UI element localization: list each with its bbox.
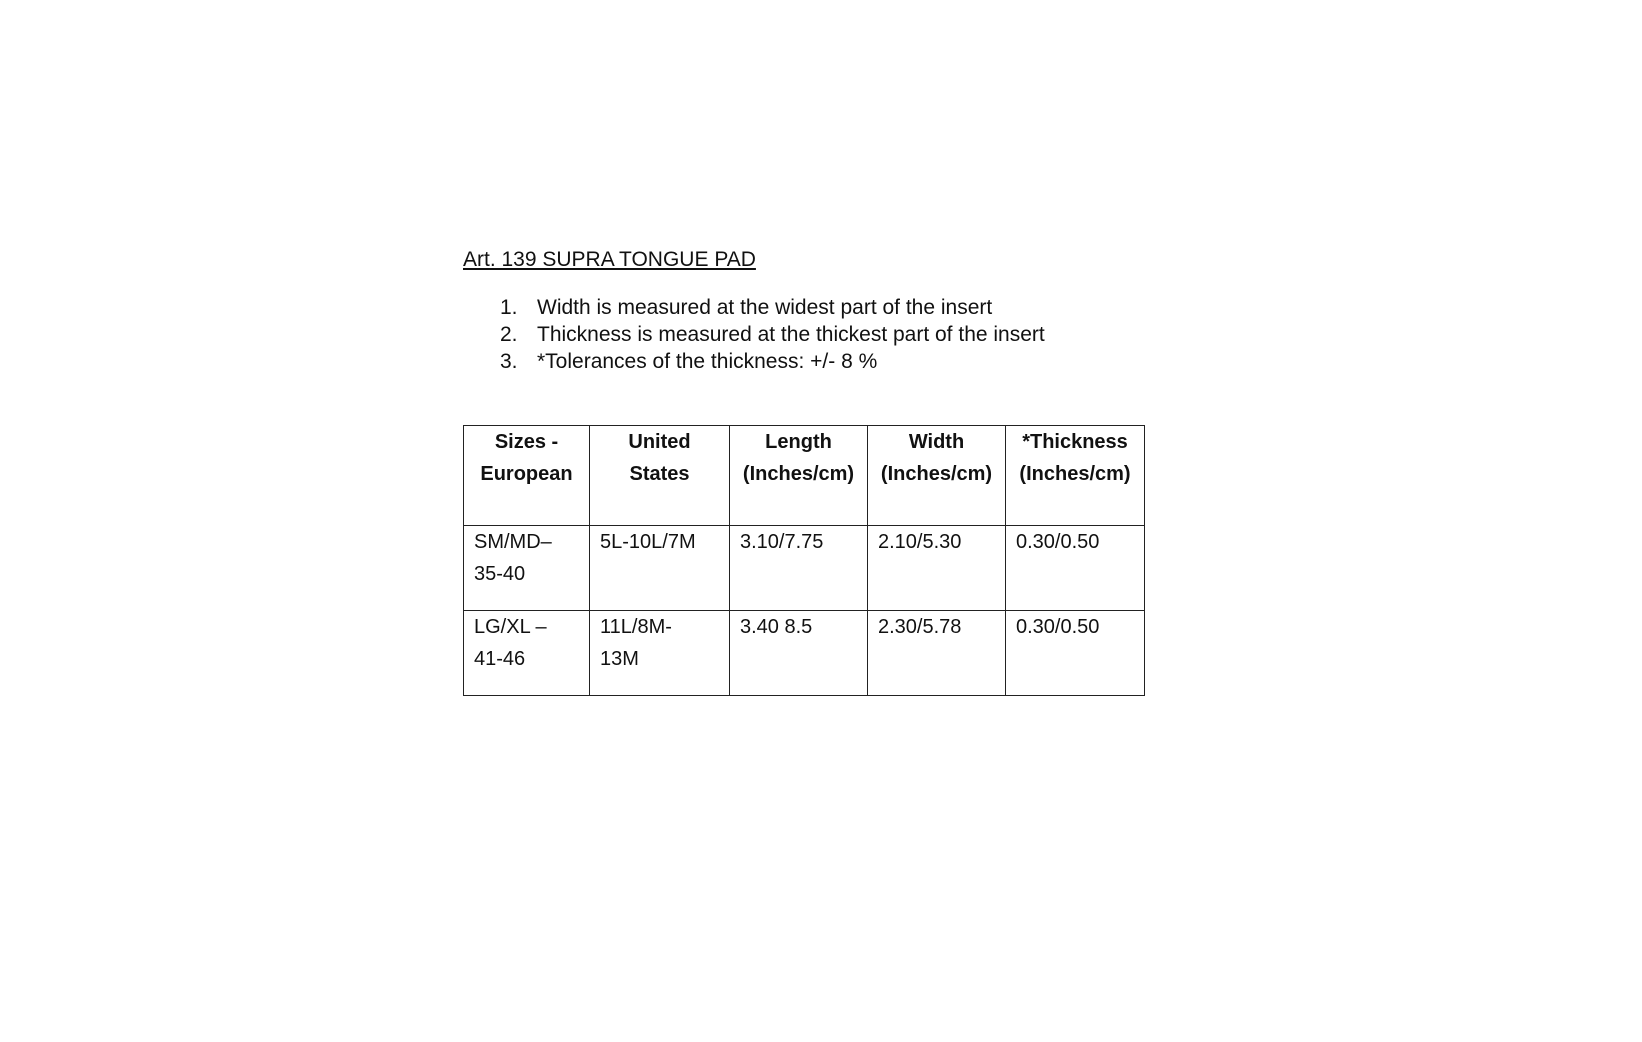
header-line: (Inches/cm) bbox=[880, 463, 993, 485]
table-cell bbox=[590, 526, 730, 611]
cell-line: 11L/8M- bbox=[600, 616, 672, 638]
table-cell bbox=[730, 611, 868, 696]
cell-line: LG/XL – bbox=[474, 616, 547, 638]
header-line: United bbox=[628, 431, 691, 453]
cell-line: SM/MD– bbox=[474, 531, 552, 553]
table-cell bbox=[1006, 526, 1145, 611]
list-number: 3. bbox=[500, 350, 518, 373]
table-cell bbox=[590, 611, 730, 696]
cell-line: 0.30/0.50 bbox=[1016, 616, 1100, 638]
list-text: Width is measured at the widest part of the insert bbox=[537, 296, 993, 319]
table-cell bbox=[1006, 611, 1145, 696]
header-cell-length bbox=[730, 426, 868, 526]
header-cell-width bbox=[868, 426, 1006, 526]
list-number: 1. bbox=[500, 296, 518, 319]
header-cell-us-size bbox=[590, 426, 730, 526]
list-number: 2. bbox=[500, 323, 518, 346]
cell-line: 2.30/5.78 bbox=[878, 616, 962, 638]
header-line: Sizes - bbox=[494, 431, 559, 453]
header-line: Length bbox=[765, 431, 832, 453]
table-row bbox=[464, 611, 1145, 696]
table-cell bbox=[464, 526, 590, 611]
cell-line: 3.10/7.75 bbox=[740, 531, 824, 553]
list-item bbox=[463, 321, 1183, 348]
table-cell bbox=[868, 611, 1006, 696]
header-cell-european-size bbox=[464, 426, 590, 526]
list-item bbox=[463, 348, 1183, 375]
table-cell bbox=[464, 611, 590, 696]
list-item bbox=[463, 294, 1183, 321]
notes-list bbox=[463, 294, 1183, 375]
table-header-row bbox=[464, 426, 1145, 526]
header-line: (Inches/cm) bbox=[742, 463, 855, 485]
document bbox=[463, 246, 1183, 670]
list-text: Thickness is measured at the thickest part of the insert bbox=[537, 323, 1045, 346]
cell-line: 0.30/0.50 bbox=[1016, 531, 1100, 553]
header-line: Width bbox=[908, 431, 965, 453]
size-table bbox=[463, 425, 1145, 696]
table-cell bbox=[868, 526, 1006, 611]
cell-line: 13M bbox=[600, 648, 639, 670]
cell-line: 2.10/5.30 bbox=[878, 531, 962, 553]
cell-line: 35-40 bbox=[474, 563, 526, 585]
document-title: Art. 139 SUPRA TONGUE PAD bbox=[463, 248, 756, 271]
header-line: European bbox=[480, 463, 573, 485]
header-line: (Inches/cm) bbox=[1019, 463, 1131, 485]
header-line: *Thickness bbox=[1022, 431, 1128, 453]
header-line: States bbox=[629, 463, 690, 485]
header-cell-thickness bbox=[1006, 426, 1145, 526]
table-row bbox=[464, 526, 1145, 611]
cell-line: 41-46 bbox=[474, 648, 526, 670]
cell-line: 5L-10L/7M bbox=[600, 531, 696, 553]
table-cell bbox=[730, 526, 868, 611]
cell-line: 3.40 8.5 bbox=[740, 616, 813, 638]
list-text: *Tolerances of the thickness: +/- 8 % bbox=[537, 350, 878, 373]
